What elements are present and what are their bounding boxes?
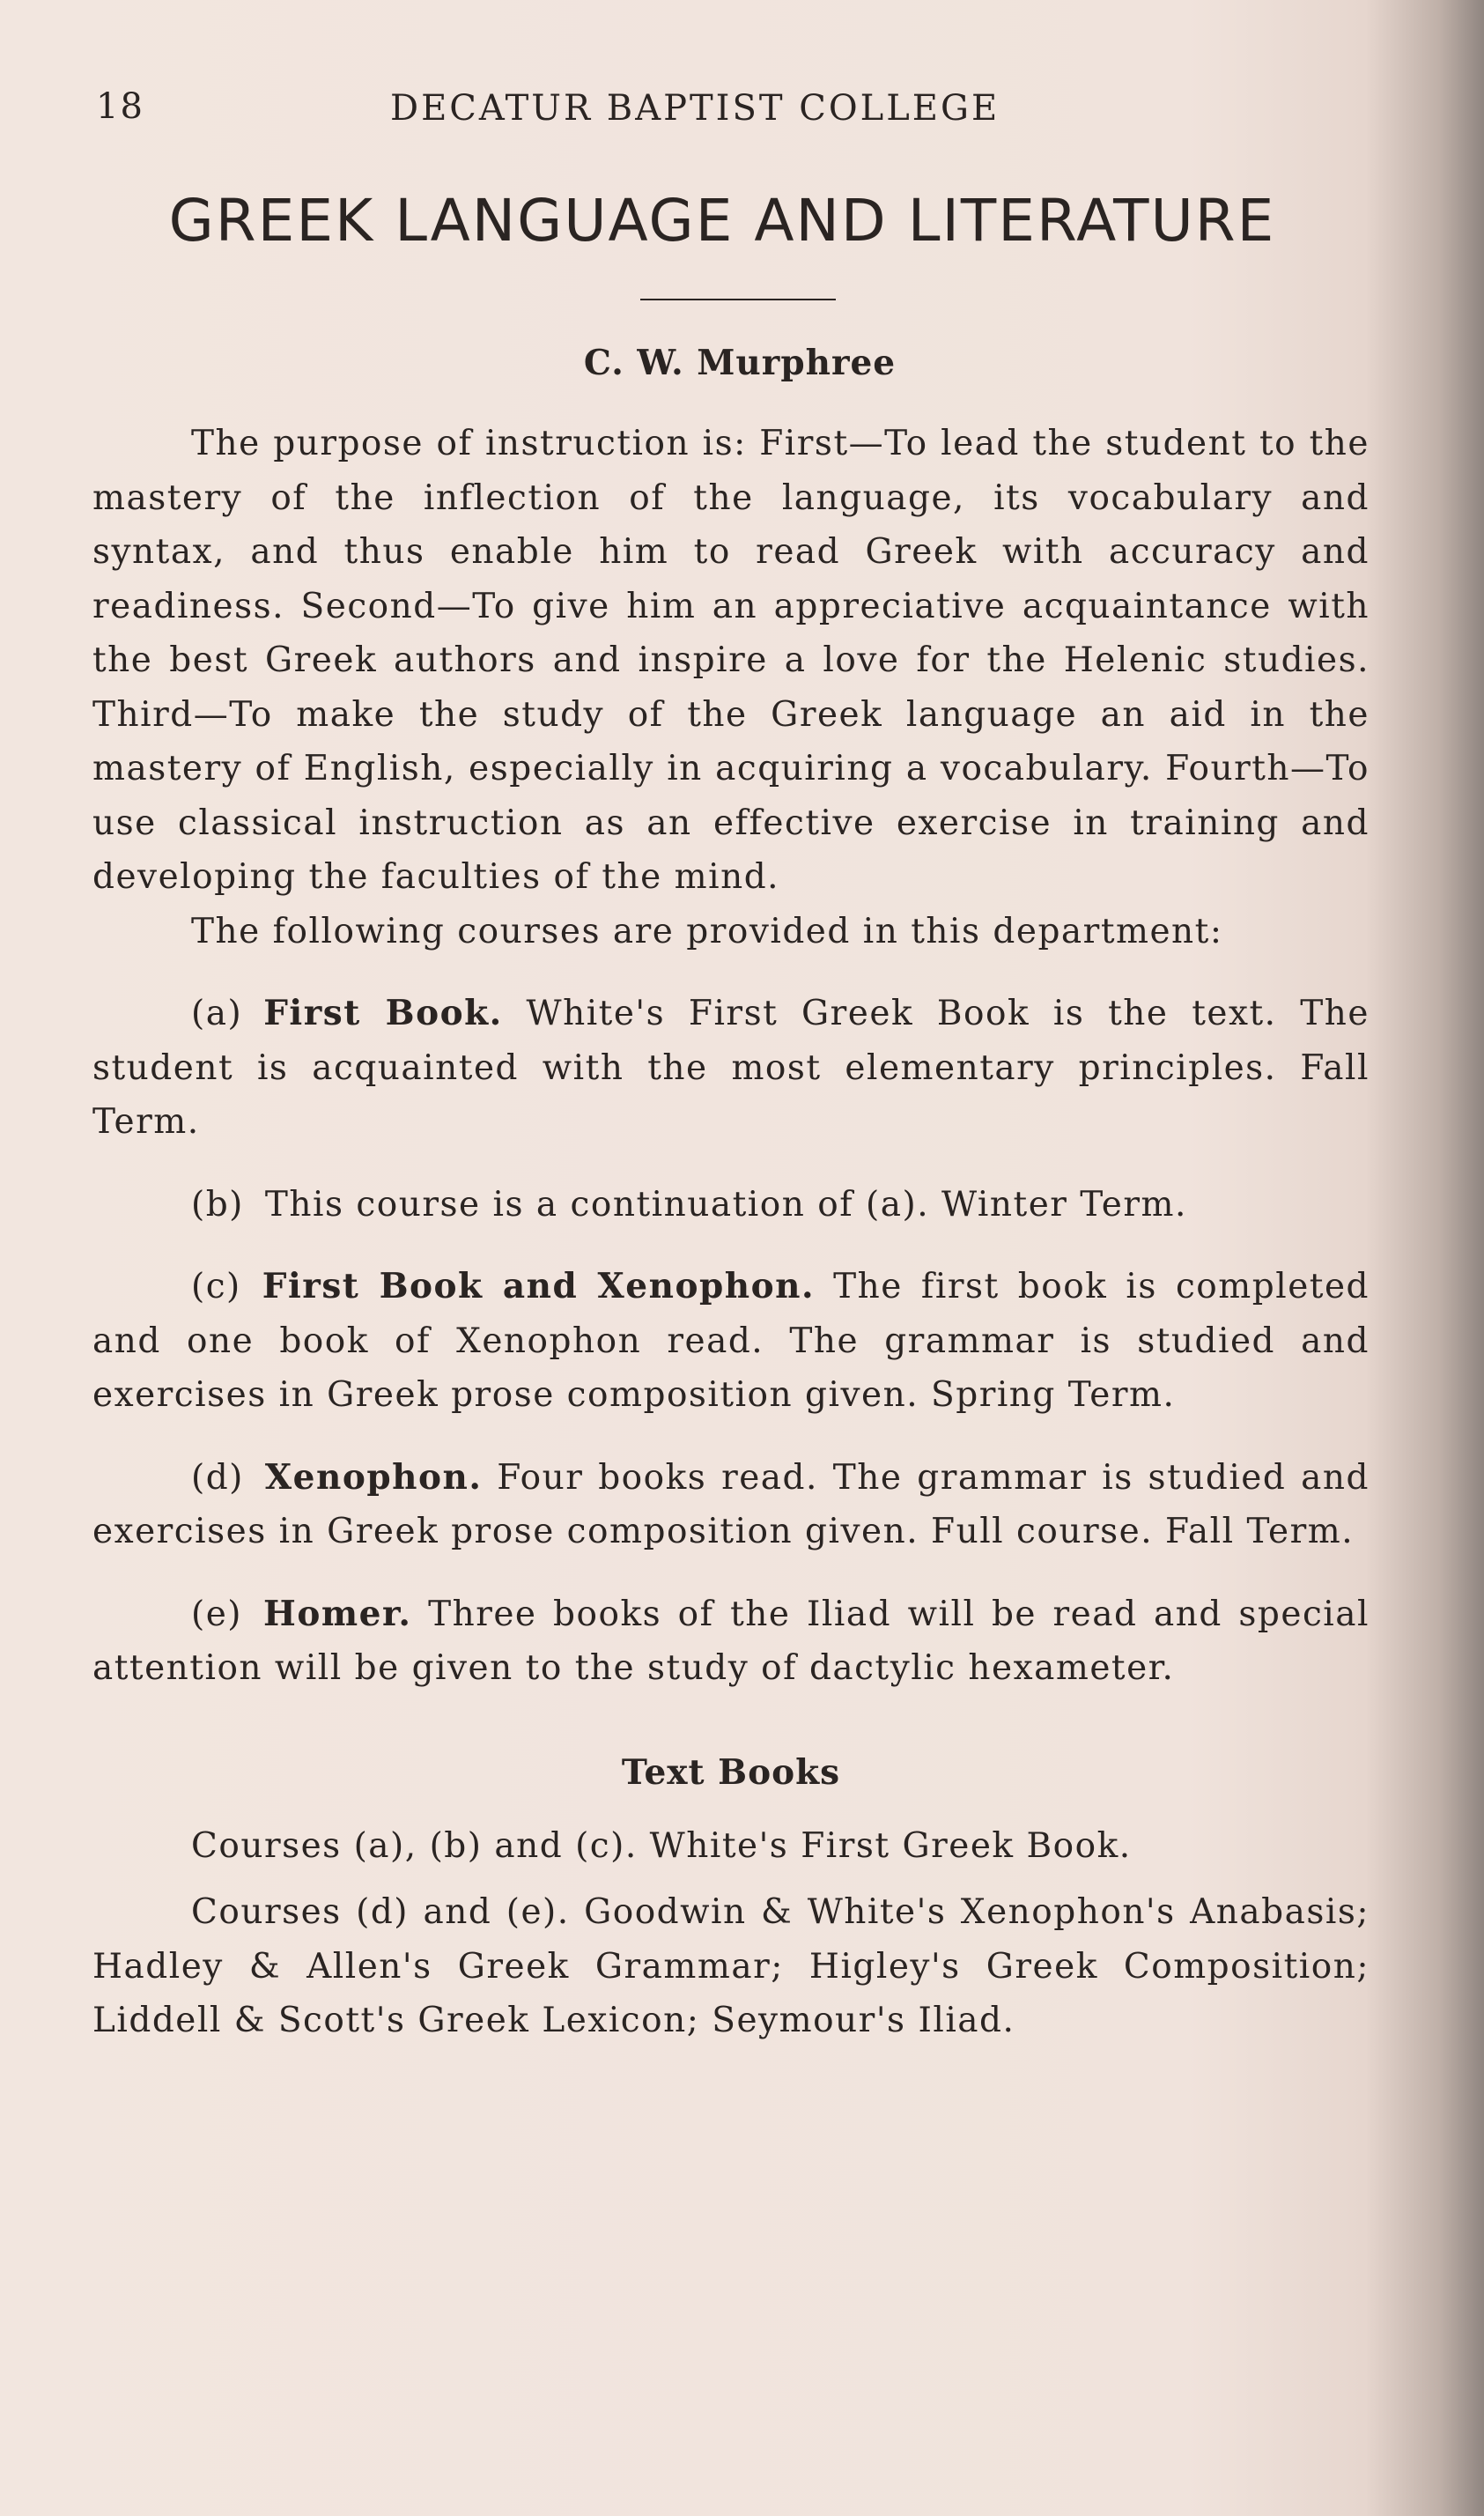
text-books-line-1: Courses (a), (b) and (c). White's First Greek Book. <box>191 1825 1132 1866</box>
course-letter: (d) <box>191 1457 244 1498</box>
course-letter: (c) <box>191 1267 241 1306</box>
course-description: This course is a continuation of (a). Winter Term. <box>264 1184 1187 1225</box>
running-head-title: DECATUR BAPTIST COLLEGE <box>390 88 1000 129</box>
courses-intro: The following courses are provided in this department: <box>191 911 1223 951</box>
text-books-line-2: Courses (d) and (e). Goodwin & White's Xenophon's Anabasis; Hadley & Allen's Greek Grammar; Higley's Greek Composition; Liddell & Scott's Greek Lexicon; Seymour's Iliad. <box>92 1892 1370 2040</box>
page-number: 18 <box>96 86 144 127</box>
instructor-name: C. W. Murphree <box>583 343 897 383</box>
course-name: Xenophon. <box>264 1456 483 1498</box>
course-description: Three books of the Iliad will be read and special attention will be given to the study of dactylic hexameter. <box>92 1594 1370 1688</box>
course-letter: (e) <box>191 1594 243 1634</box>
course-letter: (a) <box>191 994 243 1033</box>
course-name: First Book. <box>263 993 503 1033</box>
course-name: First Book and Xenophon. <box>262 1266 816 1306</box>
course-c <box>92 1260 1370 1423</box>
course-e <box>92 1587 1370 1696</box>
department-title: GREEK LANGUAGE AND LITERATURE <box>168 187 1276 255</box>
course-letter: (b) <box>191 1184 244 1225</box>
page-content <box>92 79 1370 2048</box>
title-divider <box>640 299 836 300</box>
course-description: The first book is completed and one book of Xenophon read. The grammar is studied and exercises in Greek prose composition given. Spring Term. <box>92 1267 1370 1415</box>
course-b <box>92 1178 1370 1232</box>
course-d <box>92 1451 1370 1559</box>
course-name: Homer. <box>263 1593 412 1634</box>
text-books-heading: Text Books <box>621 1751 841 1793</box>
course-description: White's First Greek Book is the text. The student is acquainted with the most elementary principles. Fall Term. <box>92 994 1370 1142</box>
course-description: Four books read. The grammar is studied and exercises in Greek prose composition given. Full course. Fall Term. <box>92 1457 1370 1551</box>
running-head <box>92 79 1370 132</box>
purpose-paragraph: The purpose of instruction is: First—To lead the student to the mastery of the inflection of the language, its vocabulary and syntax, and thus enable him to read Greek with accuracy and readiness. Second—To give him an appreciative acquaintance with the best Greek authors and inspire a love for the Helenic studies. Third—To make the study of the Greek language an aid in the mastery of English, especially in acquiring a vocabulary. Fourth—To use classical instruction as an effective exercise in training and developing the faculties of the mind. <box>92 424 1370 897</box>
course-a <box>92 987 1370 1150</box>
